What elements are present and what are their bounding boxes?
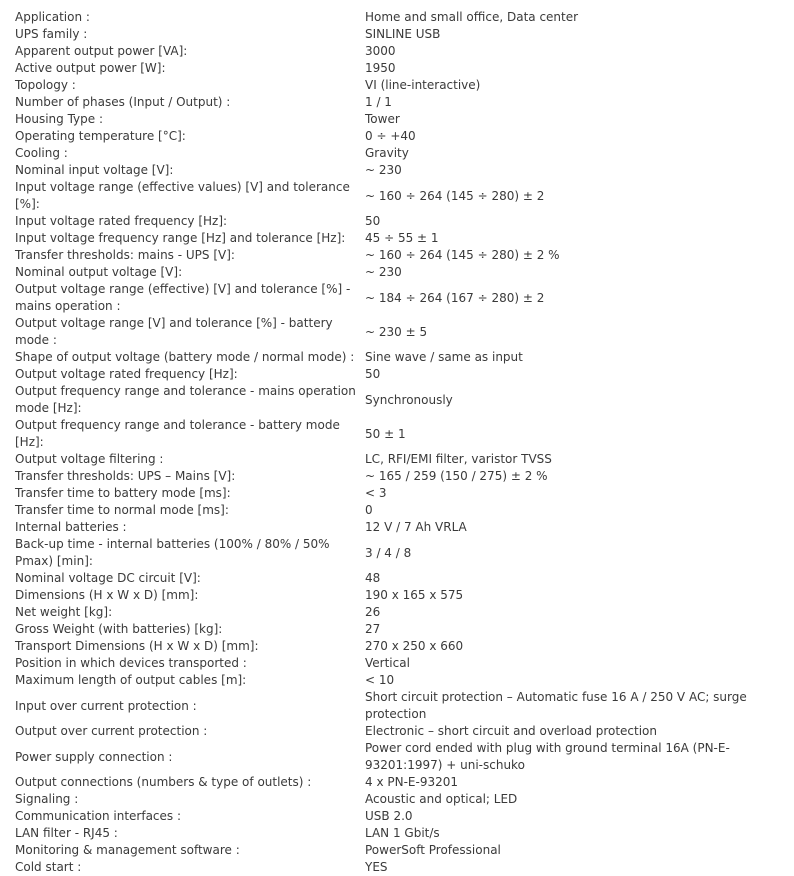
spec-value: Electronic – short circuit and overload protection	[365, 724, 658, 738]
spec-row	[9, 774, 785, 791]
spec-row	[9, 77, 785, 94]
spec-label: UPS family :	[15, 27, 88, 41]
spec-row	[9, 842, 785, 859]
spec-label: Back-up time - internal batteries (100% / 80% / 50% Pmax) [min]:	[15, 537, 330, 568]
spec-label: Input voltage frequency range [Hz] and tolerance [Hz]:	[15, 231, 346, 245]
spec-table	[9, 9, 785, 876]
spec-value: 50	[365, 214, 381, 228]
spec-value: PowerSoft Professional	[365, 843, 501, 857]
spec-label: Housing Type :	[15, 112, 104, 126]
spec-label: Output voltage range [V] and tolerance [%] - battery mode :	[15, 316, 333, 347]
spec-row	[9, 621, 785, 638]
spec-value: USB 2.0	[365, 809, 413, 823]
spec-row	[9, 570, 785, 587]
spec-label: Active output power [W]:	[15, 61, 166, 75]
spec-value: 1 / 1	[365, 95, 392, 109]
spec-value: 270 x 250 x 660	[365, 639, 464, 653]
spec-value: LAN 1 Gbit/s	[365, 826, 440, 840]
spec-value: 12 V / 7 Ah VRLA	[365, 520, 467, 534]
spec-label: Cooling :	[15, 146, 68, 160]
spec-label: Transfer time to normal mode [ms]:	[15, 503, 229, 517]
spec-value: ~ 160 ÷ 264 (145 ÷ 280) ± 2 %	[365, 248, 560, 262]
spec-label: Operating temperature [°C]:	[15, 129, 186, 143]
spec-label: Topology :	[15, 78, 76, 92]
spec-label: Net weight [kg]:	[15, 605, 113, 619]
spec-row	[9, 604, 785, 621]
spec-value: 4 x PN-E-93201	[365, 775, 458, 789]
spec-label: Output voltage rated frequency [Hz]:	[15, 367, 238, 381]
spec-row	[9, 145, 785, 162]
spec-label: Transfer thresholds: mains - UPS [V]:	[15, 248, 235, 262]
spec-row	[9, 349, 785, 366]
spec-row	[9, 213, 785, 230]
spec-label: LAN filter - RJ45 :	[15, 826, 118, 840]
spec-row	[9, 43, 785, 60]
spec-label: Signaling :	[15, 792, 79, 806]
spec-row	[9, 366, 785, 383]
spec-value: Acoustic and optical; LED	[365, 792, 518, 806]
spec-label: Internal batteries :	[15, 520, 127, 534]
spec-value: < 3	[365, 486, 387, 500]
spec-value: 1950	[365, 61, 396, 75]
spec-label: Nominal output voltage [V]:	[15, 265, 183, 279]
spec-label: Application :	[15, 10, 90, 24]
spec-row	[9, 655, 785, 672]
spec-value: 27	[365, 622, 381, 636]
spec-row	[9, 417, 785, 451]
spec-label: Maximum length of output cables [m]:	[15, 673, 247, 687]
spec-row	[9, 383, 785, 417]
spec-label: Transfer thresholds: UPS – Mains [V]:	[15, 469, 236, 483]
spec-value: 50 ± 1	[365, 426, 406, 441]
spec-row	[9, 128, 785, 145]
spec-row	[9, 281, 785, 315]
spec-value: 3 / 4 / 8	[365, 545, 412, 560]
spec-row	[9, 315, 785, 349]
spec-label: Dimensions (H x W x D) [mm]:	[15, 588, 199, 602]
spec-value: Vertical	[365, 656, 410, 670]
spec-label: Number of phases (Input / Output) :	[15, 95, 231, 109]
spec-row	[9, 60, 785, 77]
spec-value: 50	[365, 367, 381, 381]
spec-value: Gravity	[365, 146, 409, 160]
spec-value: 48	[365, 571, 381, 585]
spec-row	[9, 162, 785, 179]
spec-value: Synchronously	[365, 392, 453, 407]
spec-value: SINLINE USB	[365, 27, 441, 41]
spec-label: Output voltage range (effective) [V] and tolerance [%] - mains operation :	[15, 282, 351, 313]
spec-label: Position in which devices transported :	[15, 656, 247, 670]
spec-value: LC, RFI/EMI filter, varistor TVSS	[365, 452, 552, 466]
spec-label: Output connections (numbers & type of outlets) :	[15, 775, 312, 789]
spec-label: Output over current protection :	[15, 724, 208, 738]
spec-label: Power supply connection :	[15, 749, 173, 764]
spec-row	[9, 808, 785, 825]
spec-row	[9, 587, 785, 604]
spec-row	[9, 825, 785, 842]
spec-label: Nominal voltage DC circuit [V]:	[15, 571, 201, 585]
spec-row	[9, 519, 785, 536]
spec-row	[9, 230, 785, 247]
spec-value: Power cord ended with plug with ground terminal 16A (PN-E-93201:1997) + uni-schuko	[365, 741, 730, 772]
spec-value: Short circuit protection – Automatic fuse 16 A / 250 V AC; surge protection	[365, 690, 747, 721]
spec-value: Tower	[365, 112, 400, 126]
spec-value: ~ 165 / 259 (150 / 275) ± 2 %	[365, 469, 548, 483]
spec-value: 45 ÷ 55 ± 1	[365, 231, 439, 245]
spec-label: Input voltage rated frequency [Hz]:	[15, 214, 228, 228]
spec-row	[9, 536, 785, 570]
spec-row	[9, 179, 785, 213]
spec-label: Shape of output voltage (battery mode / normal mode) :	[15, 350, 355, 364]
spec-label: Output frequency range and tolerance - battery mode [Hz]:	[15, 418, 340, 449]
spec-row	[9, 791, 785, 808]
spec-row	[9, 111, 785, 128]
spec-label: Monitoring & management software :	[15, 843, 240, 857]
spec-value: ~ 230 ± 5	[365, 324, 428, 339]
spec-value: ~ 230	[365, 163, 402, 177]
spec-value: < 10	[365, 673, 395, 687]
spec-row	[9, 740, 785, 774]
spec-label: Communication interfaces :	[15, 809, 182, 823]
spec-value: Home and small office, Data center	[365, 10, 579, 24]
spec-row	[9, 723, 785, 740]
spec-label: Cold start :	[15, 860, 82, 874]
spec-label: Apparent output power [VA]:	[15, 44, 188, 58]
spec-label: Input over current protection :	[15, 698, 197, 713]
spec-row	[9, 468, 785, 485]
spec-value: 0	[365, 503, 373, 517]
spec-value: 3000	[365, 44, 396, 58]
spec-row	[9, 26, 785, 43]
spec-row	[9, 264, 785, 281]
spec-value: VI (line-interactive)	[365, 78, 481, 92]
spec-label: Output voltage filtering :	[15, 452, 164, 466]
spec-label: Nominal input voltage [V]:	[15, 163, 174, 177]
spec-row	[9, 689, 785, 723]
spec-value: ~ 230	[365, 265, 402, 279]
spec-row	[9, 94, 785, 111]
spec-label: Input voltage range (effective values) [V] and tolerance [%]:	[15, 180, 350, 211]
spec-value: 0 ÷ +40	[365, 129, 416, 143]
spec-row	[9, 672, 785, 689]
spec-table-body	[9, 9, 785, 876]
spec-row	[9, 451, 785, 468]
spec-value: ~ 160 ÷ 264 (145 ÷ 280) ± 2	[365, 188, 545, 203]
spec-value: Sine wave / same as input	[365, 350, 523, 364]
spec-value: 190 x 165 x 575	[365, 588, 464, 602]
spec-row	[9, 9, 785, 26]
spec-label: Gross Weight (with batteries) [kg]:	[15, 622, 223, 636]
spec-value: ~ 184 ÷ 264 (167 ÷ 280) ± 2	[365, 290, 545, 305]
spec-label: Transfer time to battery mode [ms]:	[15, 486, 231, 500]
spec-row	[9, 638, 785, 655]
spec-value: 26	[365, 605, 381, 619]
spec-value: YES	[365, 860, 388, 874]
spec-row	[9, 247, 785, 264]
spec-row	[9, 859, 785, 876]
spec-row	[9, 502, 785, 519]
spec-label: Transport Dimensions (H x W x D) [mm]:	[15, 639, 259, 653]
spec-label: Output frequency range and tolerance - mains operation mode [Hz]:	[15, 384, 356, 415]
spec-row	[9, 485, 785, 502]
